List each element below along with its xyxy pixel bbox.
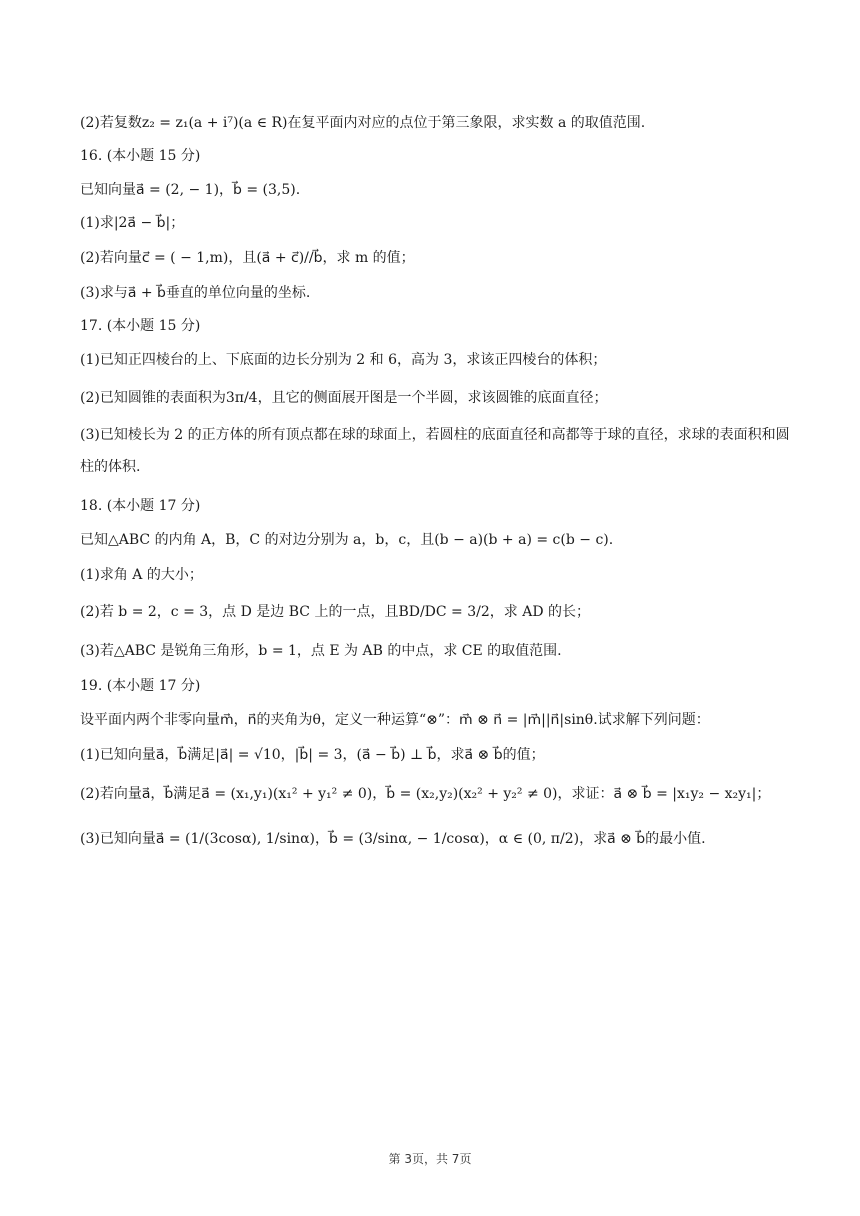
problem-16-heading: 16. (本小题 15 分) [80,148,201,164]
problem-19-part-1: (1)已知向量a⃗，b⃗满足|a⃗| = √10，|b⃗| = 3，(a⃗ − b⃗) ⊥ b⃗，求a⃗ ⊗ b⃗的值； [80,747,545,763]
problem-17-heading: 17. (本小题 15 分) [80,318,201,334]
problem-19-heading: 19. (本小题 17 分) [80,678,201,694]
problem-17-part-1: (1)已知正四棱台的上、下底面的边长分别为 2 和 6，高为 3，求该正四棱台的体积； [80,352,607,368]
problem-16-part-3: (3)求与a⃗ + b⃗垂直的单位向量的坐标. [80,285,311,301]
problem-19-stem: 设平面内两个非零向量m⃗，n⃗的夹角为θ，定义一种运算“⊗”：m⃗ ⊗ n⃗ = |m⃗||n⃗|sinθ.试求解下列问题： [80,712,710,728]
problem-16-part-2: (2)若向量c⃗ = ( − 1,m)，且(a⃗ + c⃗)//b⃗，求 m 的值； [80,250,415,266]
problem-19-part-3: (3)已知向量a⃗ = (1/(3cosα), 1/sinα)，b⃗ = (3/sinα, − 1/cosα)，α ∈ (0, π/2)，求a⃗ ⊗ b⃗的最小值. [80,831,706,847]
problem-16-stem: 已知向量a⃗ = (2, − 1)，b⃗ = (3,5). [80,182,301,198]
problem-18-heading: 18. (本小题 17 分) [80,498,201,514]
page-footer: 第 3页，共 7页 [388,1152,472,1166]
problem-17-part-3: (3)已知棱长为 2 的正方体的所有顶点都在球的球面上，若圆柱的底面直径和高都等于球的直径，求球的表面积和圆柱的体积. [80,427,790,475]
problem-18-part-1: (1)求角 A 的大小； [80,567,203,583]
problem-16-part-1: (1)求|2a⃗ − b⃗|； [80,215,185,231]
problem-15-part-2: (2)若复数z₂ = z₁(a + i⁷)(a ∈ R)在复平面内对应的点位于第三象限，求实数 a 的取值范围. [80,115,646,131]
problem-18-stem: 已知△ABC 的内角 A，B，C 的对边分别为 a，b，c，且(b − a)(b + a) = c(b − c). [80,532,614,548]
problem-19-part-2: (2)若向量a⃗，b⃗满足a⃗ = (x₁,y₁)(x₁² + y₁² ≠ 0)，b⃗ = (x₂,y₂)(x₂² + y₂² ≠ 0)，求证：a⃗ ⊗ b⃗ = |x₁y₂ − x₂y₁|； [80,786,771,802]
problem-17-part-2: (2)已知圆锥的表面积为3π/4，且它的侧面展开图是一个半圆，求该圆锥的底面直径； [80,390,608,406]
problem-18-part-3: (3)若△ABC 是锐角三角形，b = 1，点 E 为 AB 的中点，求 CE 的取值范围. [80,643,562,659]
problem-18-part-2: (2)若 b = 2，c = 3，点 D 是边 BC 上的一点，且BD/DC = 3/2，求 AD 的长； [80,604,591,620]
